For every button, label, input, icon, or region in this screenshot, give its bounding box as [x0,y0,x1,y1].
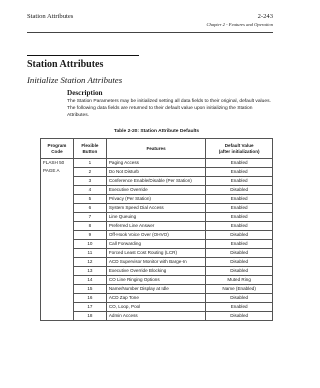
feature-cell: ACD Zap Tone [106,294,205,303]
flexible-button-cell: 13 [73,267,106,276]
default-value-cell: Enabled [206,177,273,186]
default-value-cell: Enabled [206,213,273,222]
default-value-cell: Disabled [206,267,273,276]
table-row [41,186,273,195]
flexible-button-cell: 15 [73,285,106,294]
flexible-button-cell: 2 [73,168,106,177]
flexible-button-cell: 9 [73,231,106,240]
default-value-cell: Muted Ring [206,276,273,285]
section-title: Station Attributes [27,59,104,70]
flexible-button-cell: 3 [73,177,106,186]
feature-cell: Name/Number Display at Idle [106,285,205,294]
feature-cell: CO, Loop, Pool [106,303,205,312]
flexible-button-cell: 12 [73,258,106,267]
flexible-button-cell: 17 [73,303,106,312]
flexible-button-cell: 10 [73,240,106,249]
default-value-cell: Enabled [206,303,273,312]
default-value-header-sub: (after initialization) [218,148,260,154]
feature-cell: Executive Override [106,186,205,195]
feature-cell: Paging Access [106,159,205,168]
page-number: 2-243 [257,13,273,20]
flexible-button-cell: 16 [73,294,106,303]
description-paragraph: The Station Parameters may be initialized setting all data fields to their original, default values. The following data fields are returned to their default value upon initializing the Station Attributes. [67,99,271,118]
feature-cell: Executive Override Blocking [106,267,205,276]
table-row [41,276,273,285]
default-value-header [206,139,273,159]
flexible-button-cell: 14 [73,276,106,285]
table-row [41,222,273,231]
program-code-cell [41,159,74,321]
table-row [41,159,273,168]
header-rule [27,32,273,33]
default-value-cell: Disabled [206,294,273,303]
program-code-line: FLASH 50 [43,160,65,165]
feature-cell: Privacy (Per Station) [106,195,205,204]
program-code-line: PAGE A [43,168,60,173]
flexible-button-cell: 8 [73,222,106,231]
flexible-button-header: Flexible Button [73,139,106,159]
default-value-cell: Enabled [206,195,273,204]
flexible-button-cell: 18 [73,312,106,321]
flexible-button-cell: 11 [73,249,106,258]
table-row [41,303,273,312]
section-rule [27,55,139,56]
subsection-title: Initialize Station Attributes [27,75,123,85]
running-header-title: Station Attributes [27,13,74,20]
table-header-row [41,139,273,159]
features-header: Features [106,139,205,159]
feature-cell: Off-Hook Voice Over (OHVO) [106,231,205,240]
table-row [41,285,273,294]
table-row [41,231,273,240]
feature-cell: Forced Least Cost Routing (LCR) [106,249,205,258]
flexible-button-cell: 1 [73,159,106,168]
default-value-cell: Disabled [206,231,273,240]
feature-cell: ACD Supervisor Monitor with Barge-In [106,258,205,267]
table-row [41,213,273,222]
table-row [41,312,273,321]
table-row [41,204,273,213]
flexible-button-cell: 6 [73,204,106,213]
default-value-cell: Enabled [206,222,273,231]
feature-cell: Conference Enable/Disable (Per Station) [106,177,205,186]
table-row [41,258,273,267]
feature-cell: Call Forwarding [106,240,205,249]
default-value-cell: Name (Enabled) [206,285,273,294]
description-heading: Description [67,89,103,97]
flexible-button-cell: 5 [73,195,106,204]
default-value-cell: Enabled [206,240,273,249]
station-attribute-defaults-table [40,138,273,321]
default-value-cell: Disabled [206,249,273,258]
feature-cell: Do Not Disturb [106,168,205,177]
table-row [41,195,273,204]
table-caption: Table 2-20: Station Attribute Defaults [113,129,200,134]
default-value-cell: Disabled [206,312,273,321]
feature-cell: Preferred Line Answer [106,222,205,231]
feature-cell: System Speed Dial Access [106,204,205,213]
default-value-cell: Enabled [206,168,273,177]
table-row [41,294,273,303]
table-row [41,168,273,177]
feature-cell: Admin Access [106,312,205,321]
feature-cell: CO Line Ringing Options [106,276,205,285]
table-row [41,177,273,186]
table-row [41,249,273,258]
flexible-button-cell: 7 [73,213,106,222]
feature-cell: Line Queuing [106,213,205,222]
default-value-header-main: Default Value [224,142,254,148]
table-row [41,240,273,249]
program-code-header: Program Code [41,139,74,159]
default-value-cell: Disabled [206,258,273,267]
default-value-cell: Disabled [206,186,273,195]
default-value-cell: Enabled [206,204,273,213]
default-value-cell: Enabled [206,159,273,168]
chapter-subtitle: Chapter 2 - Features and Operation [206,22,273,27]
table-row [41,267,273,276]
flexible-button-cell: 4 [73,186,106,195]
